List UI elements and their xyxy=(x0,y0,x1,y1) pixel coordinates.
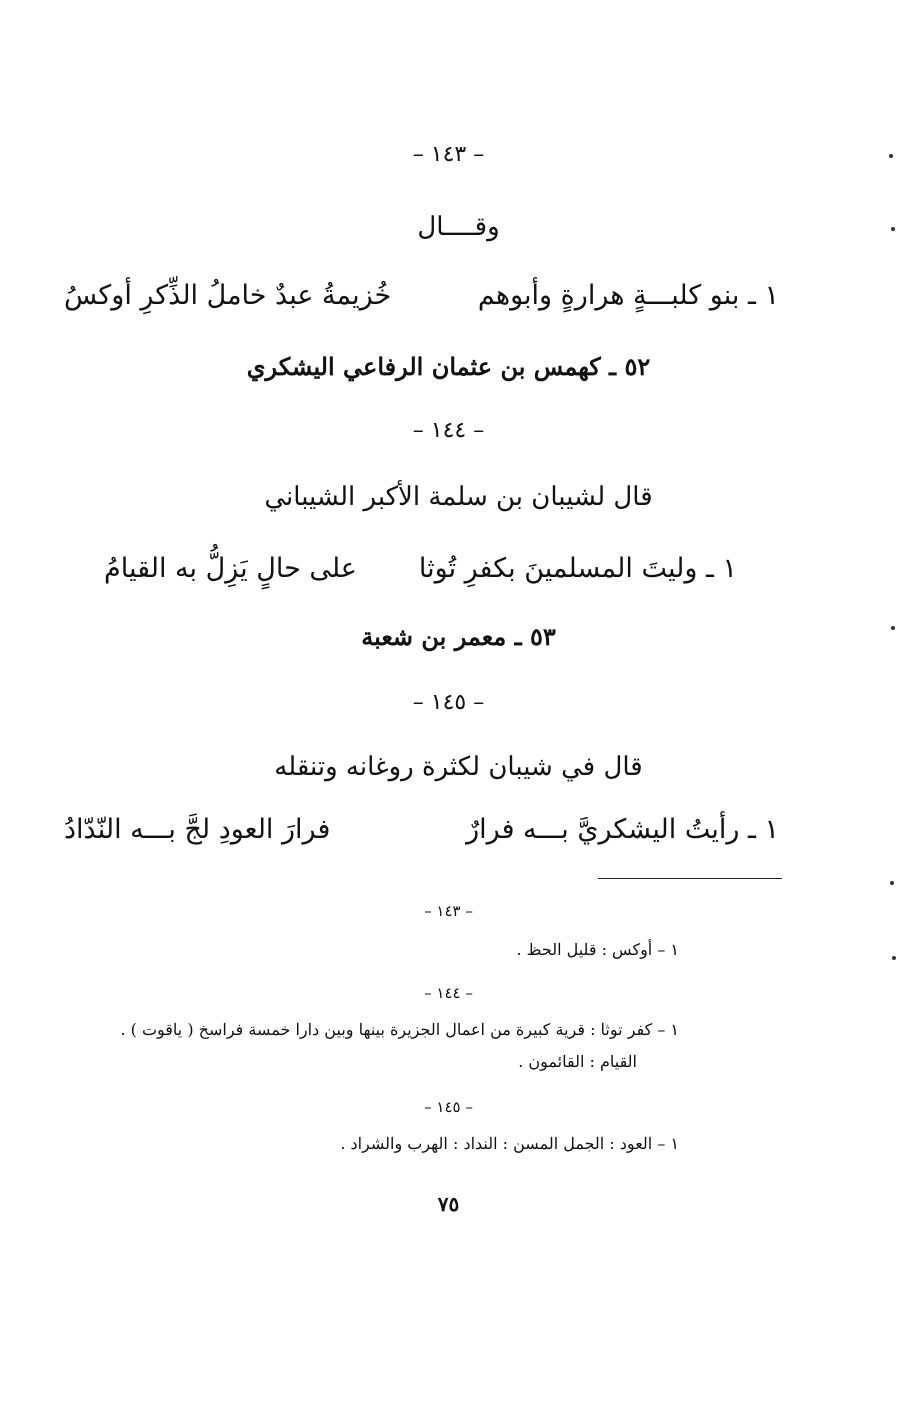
page-number: ٧٥ xyxy=(437,1192,460,1216)
poem-144-intro: قال لشيبان بن سلمة الأكبر الشيباني xyxy=(264,482,653,512)
entry-53-title: ٥٣ ـ معمر بن شعبة xyxy=(361,622,556,651)
entry-52-title: ٥٢ ـ كهمس بن عثمان الرفاعي اليشكري xyxy=(246,352,651,381)
verse-143-first-hemistich: ١ ـ بنو كلبـــةٍ هرارةٍ وأبوهم xyxy=(477,280,779,311)
scan-speck xyxy=(891,227,895,231)
footnote-separator xyxy=(598,878,782,879)
poem-marker-143: – ١٤٣ – xyxy=(412,142,485,167)
footnote-143-line: ١ – أوكس : قليل الحظ . xyxy=(516,940,679,959)
poem-heading: وقــــال xyxy=(417,212,500,242)
scan-speck xyxy=(891,626,895,630)
poem-marker-144: – ١٤٤ – xyxy=(412,418,485,443)
poem-marker-145: – ١٤٥ – xyxy=(412,690,485,715)
scan-speck xyxy=(890,881,894,885)
poem-145-intro: قال في شيبان لكثرة روغانه وتنقله xyxy=(274,752,643,782)
verse-145-second-hemistich: فرارَ العودِ لجَّ بـــه النّدّادُ xyxy=(64,814,331,845)
scan-speck xyxy=(889,154,893,158)
verse-144-first-hemistich: ١ ـ وليتَ المسلمينَ بكفرِ تُوثا xyxy=(418,553,737,584)
footnote-144-line-1: ١ – كفر توثا : قرية كبيرة من اعمال الجزيرة بينها وبين دارا خمسة فراسخ ( ياقوت ) . xyxy=(120,1020,679,1039)
footnote-marker-144: – ١٤٤ – xyxy=(424,984,473,1002)
scan-speck xyxy=(892,956,896,960)
verse-144-second-hemistich: على حالٍ يَزِلُّ به القيامُ xyxy=(104,553,357,584)
footnote-144-line-2: القيام : القائمون . xyxy=(518,1052,637,1071)
footnote-marker-145: – ١٤٥ – xyxy=(424,1098,473,1116)
footnote-marker-143: – ١٤٣ – xyxy=(424,902,473,920)
footnote-145-line: ١ – العود : الجمل المسن : النداد : الهرب والشراد . xyxy=(340,1134,679,1153)
verse-143-second-hemistich: خُزيمةُ عبدٌ خاملُ الذِّكرِ أوكسُ xyxy=(64,280,392,311)
verse-145-first-hemistich: ١ ـ رأيتُ اليشكريَّ بـــه فرارٌ xyxy=(466,814,779,845)
